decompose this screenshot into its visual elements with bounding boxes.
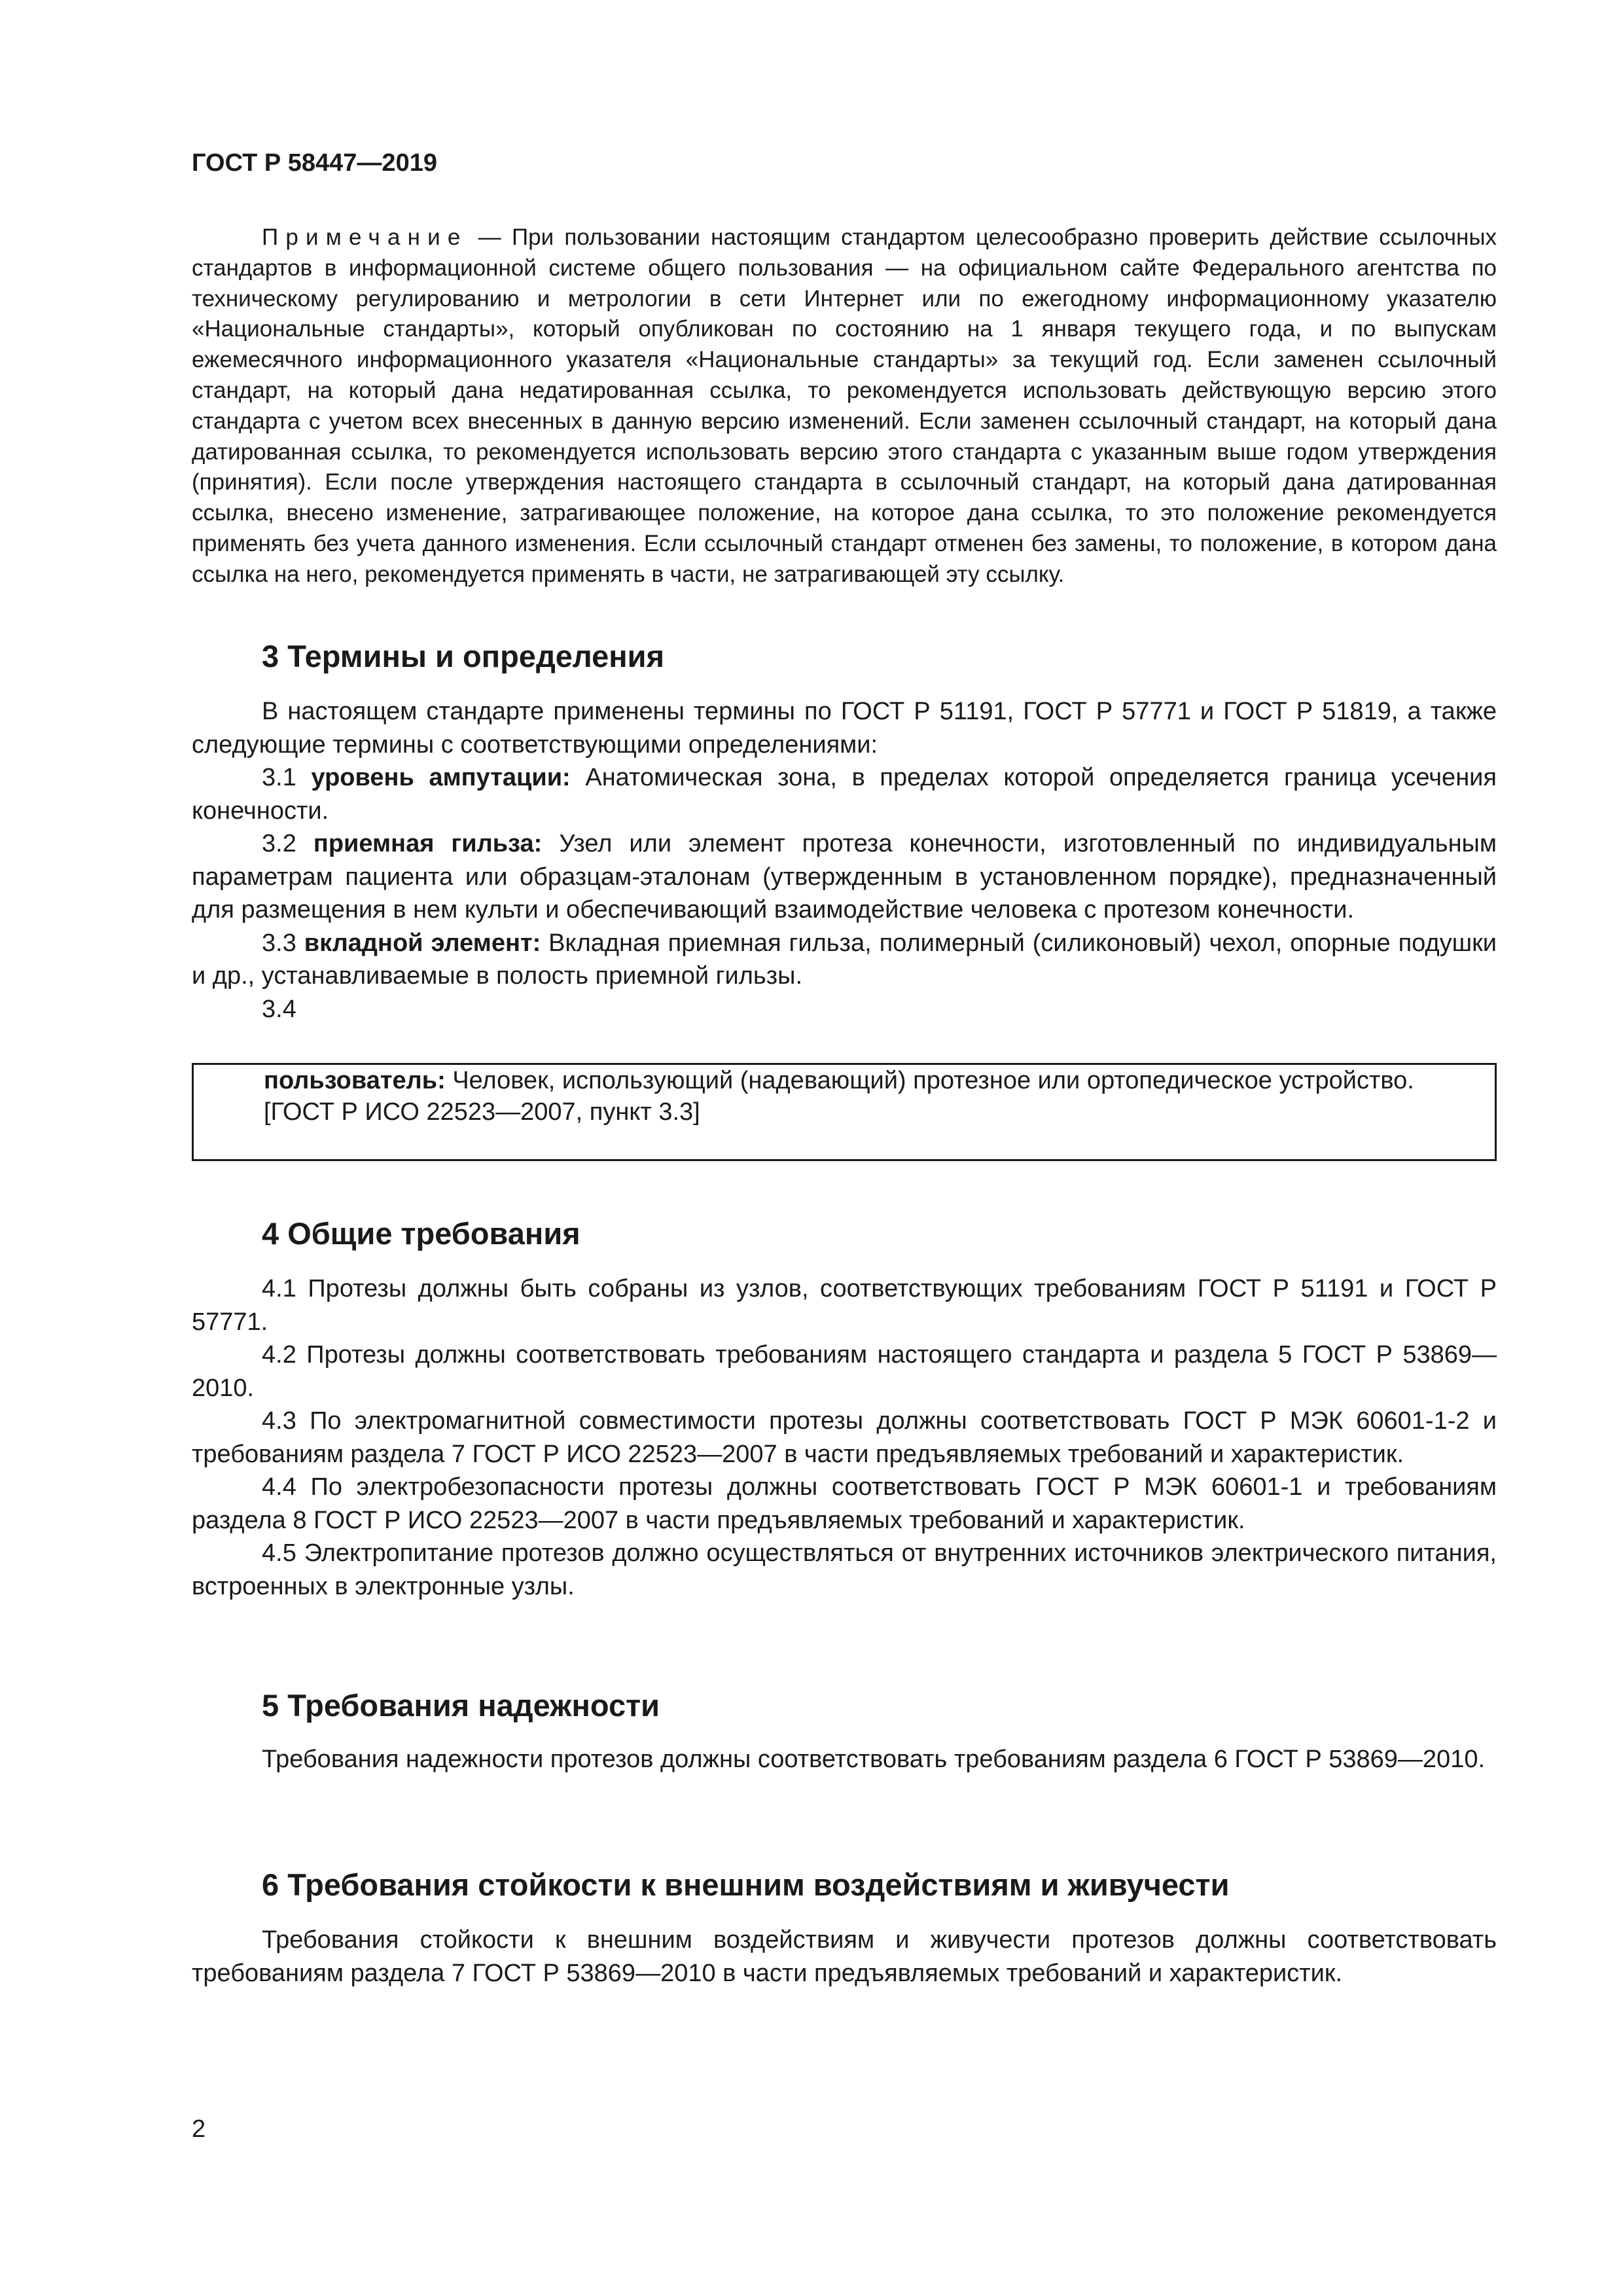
clause-4-2: 4.2 Протезы должны соответствовать требованиям настоящего стандарта и раздела 5 ГОСТ Р 53869—2010. <box>192 1341 1497 1402</box>
term-name: вкладной элемент: <box>304 929 541 957</box>
term-3-4 <box>205 1065 1495 1096</box>
quoted-term-box <box>192 1063 1497 1161</box>
section-5-body <box>192 1743 1497 1776</box>
section-6-body <box>192 1924 1497 1990</box>
term-3-1 <box>192 761 1497 827</box>
term-name: пользователь: <box>264 1067 446 1094</box>
term-number: 3.1 <box>262 764 312 791</box>
note-paragraph <box>192 223 1497 590</box>
term-name: уровень ампутации: <box>311 764 571 791</box>
section-4-title: 4 Общие требования <box>262 1216 580 1251</box>
section-5-title: 5 Требования надежности <box>262 1688 660 1723</box>
term-definition: Человек, использующий (надевающий) протезное или ортопедическое устройство. <box>445 1067 1414 1094</box>
note-block <box>192 223 1497 590</box>
term-definition: Узел или элемент протеза конечности, изготовленный по индивидуальным параметрам пациента или образцам-эталонам (утвержденным в установленном порядке), предназначенный для размещения в нем культи и обеспечивающий взаимодействие человека с протезом конечности. <box>192 830 1497 924</box>
term-3-3 <box>192 927 1497 993</box>
section-3-body <box>192 695 1497 1026</box>
term-definition: Анатомическая зона, в пределах которой определяется граница усечения конечности. <box>192 764 1497 825</box>
document-id: ГОСТ Р 58447—2019 <box>192 149 437 177</box>
clause-4-4: 4.4 По электробезопасности протезы должны соответствовать ГОСТ Р МЭК 60601-1 и требованиям раздела 8 ГОСТ Р ИСО 22523—2007 в части предъявляемых требований и характеристик. <box>192 1473 1497 1534</box>
section-4-body <box>192 1272 1497 1603</box>
term-definition: Вкладная приемная гильза, полимерный (силиконовый) чехол, опорные подушки и др., устанавливаемые в полость приемной гильзы. <box>192 929 1497 990</box>
page-number: 2 <box>192 2115 206 2143</box>
term-number: 3.2 <box>262 830 313 857</box>
section-3-intro: В настоящем стандарте применены термины по ГОСТ Р 51191, ГОСТ Р 57771 и ГОСТ Р 51819, а также следующие термины с соответствующими определениями: <box>192 698 1497 759</box>
section-6-title: 6 Требования стойкости к внешним воздействиям и живучести <box>262 1867 1230 1902</box>
section-5-text: Требования надежности протезов должны соответствовать требованиям раздела 6 ГОСТ Р 53869—2010. <box>262 1746 1486 1773</box>
section-6-text: Требования стойкости к внешним воздействиям и живучести протезов должны соответствовать требованиям раздела 7 ГОСТ Р 53869—2010 в части предъявляемых требований и характеристик. <box>192 1926 1497 1987</box>
term-source: [ГОСТ Р ИСО 22523—2007, пункт 3.3] <box>264 1098 700 1126</box>
term-name: приемная гильза: <box>313 830 543 857</box>
term-number: 3.3 <box>262 929 304 957</box>
clause-4-3: 4.3 По электромагнитной совместимости протезы должны соответствовать ГОСТ Р МЭК 60601-1-2 и требованиям раздела 7 ГОСТ Р ИСО 22523—2007 в части предъявляемых требований и характеристик. <box>192 1407 1497 1468</box>
section-3-title: 3 Термины и определения <box>262 639 664 673</box>
term-3-4-number: 3.4 <box>262 995 296 1023</box>
clause-4-1: 4.1 Протезы должны быть собраны из узлов, соответствующих требованиям ГОСТ Р 51191 и ГОСТ Р 57771. <box>192 1275 1497 1336</box>
clause-4-5: 4.5 Электропитание протезов должно осуществляться от внутренних источников электрического питания, встроенных в электронные узлы. <box>192 1539 1497 1600</box>
term-3-2 <box>192 827 1497 927</box>
note-text: — При пользовании настоящим стандартом целесообразно проверить действие ссылочных стандартов в информационной системе общего пользования — на официальном сайте Федерального агентства по техническому регулированию и метрологии в сети Интернет или по ежегодному информационному указателю «Национальные стандарты», который опубликован по состоянию на 1 января текущего года, и по выпускам ежемесячного информационного указателя «Национальные стандарты» за текущий год. Если заменен ссылочный стандарт, на который дана недатированная ссылка, то рекомендуется использовать действующую версию этого стандарта с учетом всех внесенных в данную версию изменений. Если заменен ссылочный стандарт, на который дана датированная ссылка, то рекомендуется использовать версию этого стандарта с указанным выше годом утверждения (принятия). Если после утверждения настоящего стандарта в ссылочный стандарт, на который дана датированная ссылка, внесено изменение, затрагивающее положение, на которое дана ссылка, то это положение рекомендуется применять без учета данного изменения. Если ссылочный стандарт отменен без замены, то положение, в котором дана ссылка на него, рекомендуется применять в части, не затрагивающей эту ссылку. <box>192 224 1497 587</box>
note-label: Примечание <box>262 224 468 250</box>
